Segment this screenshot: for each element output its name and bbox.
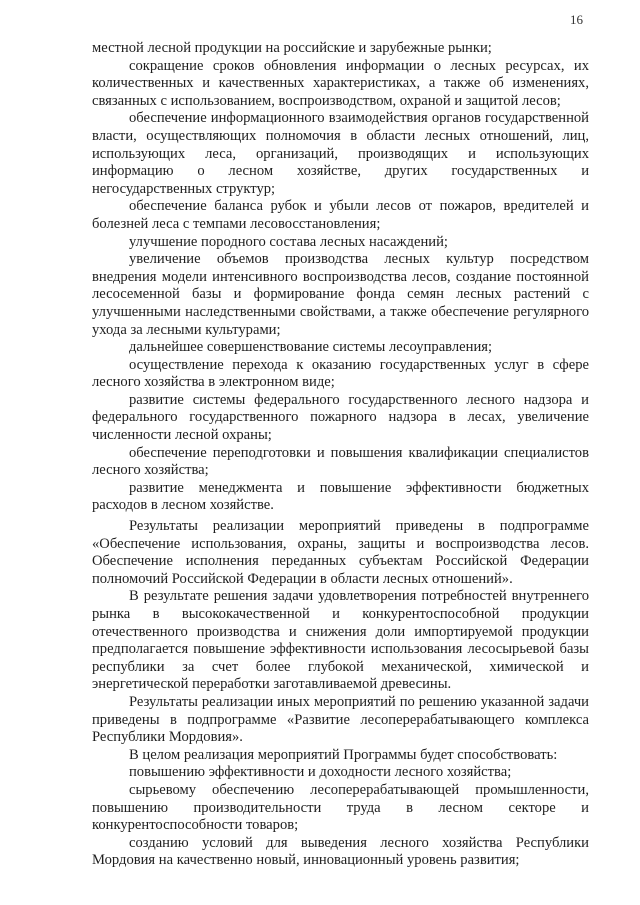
list-item: дальнейшее совершенствование системы лесоуправления;	[129, 339, 493, 356]
list-item: осуществление перехода к оказанию государственных услуг в сфере лесного хозяйства в электронном виде;	[92, 356, 589, 391]
list-item: обеспечение баланса рубок и убыли лесов от пожаров, вредителей и болезней леса с темпами лесовосстановления;	[92, 198, 589, 232]
list-item: улучшение породного состава лесных насаждений;	[129, 233, 448, 250]
list-item: повышению эффективности и доходности лесного хозяйства;	[129, 764, 512, 781]
paragraph-continuation: местной лесной продукции на российские и зарубежные рынки;	[92, 40, 492, 56]
paragraph: В результате решения задачи удовлетворения потребностей внутреннего рынка в высококачественной и конкурентоспособной продукции отечественного производства и снижения доли импортируемой продукции предполагается повышение эффективности использования лесосырьевой базы республики за счет более глубокой механической, химической и энергетической переработки заготавливаемой древесины.	[92, 588, 589, 693]
page-number: 16	[570, 12, 583, 27]
list-item: сокращение сроков обновления информации о лесных ресурсах, их количественных и качественных характеристиках, а также об изменениях, связанных с использованием, воспроизводством, охраной и защитой лесов;	[92, 57, 589, 109]
list-item: обеспечение переподготовки и повышения квалификации специалистов лесного хозяйства;	[92, 444, 589, 479]
paragraph: Результаты реализации иных мероприятий по решению указанной задачи приведены в подпрограмме «Развитие лесоперерабатывающего комплекса Республики Мордовия».	[92, 693, 589, 746]
paragraph: В целом реализация мероприятий Программы будет способствовать:	[129, 746, 558, 763]
list-item: увеличение объемов производства лесных культур посредством внедрения модели интенсивного воспроизводства лесов, создание постоянной лесосеменной базы и формирование фонда семян лесных растений с улучшенными наследственными свойствами, а также обеспечение регулярного ухода за лесными культурами;	[92, 251, 589, 338]
list-item: развитие системы федерального государственного лесного надзора и федерального государственного пожарного надзора в лесах, увеличение численности лесной охраны;	[92, 391, 589, 444]
list-item: созданию условий для выведения лесного хозяйства Республики Мордовия на качественно новый, инновационный уровень развития;	[92, 834, 589, 869]
list-item: обеспечение информационного взаимодействия органов государственной власти, осуществляющих полномочия в области лесных отношений, лиц, использующих леса, организаций, производящих и использующих информацию о лесном хозяйстве, других государственных и негосударственных структур;	[92, 110, 589, 197]
body-text	[92, 40, 589, 870]
list-item: развитие менеджмента и повышение эффективности бюджетных расходов в лесном хозяйстве.	[92, 479, 589, 514]
results-paragraph: Результаты реализации мероприятий приведены в подпрограмме «Обеспечение использования, охраны, защиты и воспроизводства лесов. Обеспечение исполнения переданных субъектам Российской Федерации полномочий Российской Федерации в области лесных отношений».	[92, 518, 589, 587]
list-item: сырьевому обеспечению лесоперерабатывающей промышленности, повышению производительности труда в лесном секторе и конкурентоспособности товаров;	[92, 781, 589, 834]
